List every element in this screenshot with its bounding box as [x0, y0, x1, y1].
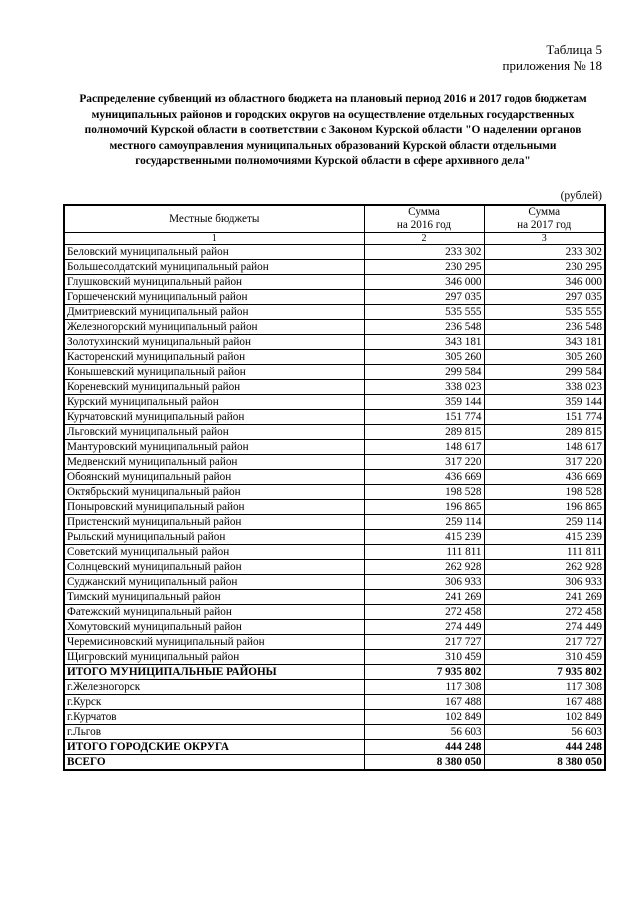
budget-name-cell: г.Железногорск [64, 680, 364, 695]
budget-name-cell: г.Курск [64, 695, 364, 710]
sum-2017-cell: 217 727 [484, 635, 605, 650]
sum-2016-cell: 535 555 [364, 305, 484, 320]
budget-name-cell: ИТОГО ГОРОДСКИЕ ОКРУГА [64, 740, 364, 755]
budget-name-cell: Беловский муниципальный район [64, 245, 364, 260]
table-row [64, 320, 605, 335]
sum-2016-cell: 306 933 [364, 575, 484, 590]
table-row [64, 620, 605, 635]
sum-2016-cell: 343 181 [364, 335, 484, 350]
sum-2017-cell: 272 458 [484, 605, 605, 620]
budget-name-cell: Тимский муниципальный район [64, 590, 364, 605]
sum-2016-cell: 167 488 [364, 695, 484, 710]
budget-name-cell: Конышевский муниципальный район [64, 365, 364, 380]
budget-table [63, 204, 606, 771]
sum-2016-cell: 272 458 [364, 605, 484, 620]
budget-name-cell: Золотухинский муниципальный район [64, 335, 364, 350]
table-total-row [64, 665, 605, 680]
budget-name-cell: Октябрьский муниципальный район [64, 485, 364, 500]
table-row [64, 245, 605, 260]
budget-name-cell: Дмитриевский муниципальный район [64, 305, 364, 320]
sum-2017-cell: 274 449 [484, 620, 605, 635]
budget-name-cell: Фатежский муниципальный район [64, 605, 364, 620]
sum-2017-cell: 102 849 [484, 710, 605, 725]
column-number-1: 1 [64, 233, 364, 245]
sum-2017-cell: 230 295 [484, 260, 605, 275]
sum-2016-cell: 241 269 [364, 590, 484, 605]
sum-2016-cell: 310 459 [364, 650, 484, 665]
header-sum-2016-line2: на 2016 год [396, 219, 452, 231]
sum-2016-cell: 196 865 [364, 500, 484, 515]
table-row [64, 380, 605, 395]
table-row [64, 605, 605, 620]
sum-2016-cell: 262 928 [364, 560, 484, 575]
sum-2017-cell: 233 302 [484, 245, 605, 260]
budget-name-cell: Поныровский муниципальный район [64, 500, 364, 515]
table-row [64, 365, 605, 380]
header-sum-2016 [364, 205, 484, 233]
table-row [64, 545, 605, 560]
sum-2016-cell: 148 617 [364, 440, 484, 455]
table-row [64, 455, 605, 470]
sum-2017-cell: 535 555 [484, 305, 605, 320]
budget-name-cell: Курский муниципальный район [64, 395, 364, 410]
sum-2017-cell: 198 528 [484, 485, 605, 500]
table-row [64, 500, 605, 515]
sum-2016-cell: 346 000 [364, 275, 484, 290]
table-number: Таблица 5 [546, 42, 602, 57]
sum-2016-cell: 151 774 [364, 410, 484, 425]
budget-name-cell: Льговский муниципальный район [64, 425, 364, 440]
budget-name-cell: Кореневский муниципальный район [64, 380, 364, 395]
table-row [64, 275, 605, 290]
sum-2016-cell: 317 220 [364, 455, 484, 470]
sum-2017-cell: 343 181 [484, 335, 605, 350]
budget-name-cell: Глушковский муниципальный район [64, 275, 364, 290]
sum-2017-cell: 167 488 [484, 695, 605, 710]
sum-2017-cell: 148 617 [484, 440, 605, 455]
sum-2017-cell: 56 603 [484, 725, 605, 740]
budget-name-cell: Медвенский муниципальный район [64, 455, 364, 470]
table-row [64, 530, 605, 545]
table-row [64, 290, 605, 305]
sum-2016-cell: 233 302 [364, 245, 484, 260]
table-row [64, 515, 605, 530]
document-title: Распределение субвенций из областного бюджета на плановый период 2016 и 2017 годов бюджетам муниципальных районов и городских округов на осуществление отдельных государственных полномочий Курской области в соответствии с Законом Курской области "О наделении органов местного самоуправления муниципальных образований Курской области отдельными государственными полномочиями Курской области в сфере архивного дела" [79, 93, 587, 168]
sum-2017-cell: 259 114 [484, 515, 605, 530]
sum-2016-cell: 274 449 [364, 620, 484, 635]
budget-name-cell: Курчатовский муниципальный район [64, 410, 364, 425]
sum-2016-cell: 7 935 802 [364, 665, 484, 680]
table-row [64, 575, 605, 590]
budget-name-cell: г.Льгов [64, 725, 364, 740]
sum-2017-cell: 241 269 [484, 590, 605, 605]
sum-2017-cell: 236 548 [484, 320, 605, 335]
table-row [64, 485, 605, 500]
sum-2016-cell: 359 144 [364, 395, 484, 410]
header-sum-2017 [484, 205, 605, 233]
sum-2017-cell: 306 933 [484, 575, 605, 590]
sum-2017-cell: 317 220 [484, 455, 605, 470]
sum-2017-cell: 111 811 [484, 545, 605, 560]
sum-2016-cell: 117 308 [364, 680, 484, 695]
header-sum-2017-line1: Сумма [528, 206, 561, 218]
sum-2017-cell: 117 308 [484, 680, 605, 695]
table-row [64, 425, 605, 440]
sum-2017-cell: 8 380 050 [484, 755, 605, 771]
table-row [64, 260, 605, 275]
sum-2017-cell: 7 935 802 [484, 665, 605, 680]
sum-2017-cell: 262 928 [484, 560, 605, 575]
budget-name-cell: Советский муниципальный район [64, 545, 364, 560]
table-row [64, 590, 605, 605]
sum-2017-cell: 289 815 [484, 425, 605, 440]
sum-2017-cell: 359 144 [484, 395, 605, 410]
table-row [64, 710, 605, 725]
table-row [64, 695, 605, 710]
sum-2016-cell: 56 603 [364, 725, 484, 740]
sum-2017-cell: 444 248 [484, 740, 605, 755]
table-row [64, 725, 605, 740]
table-row [64, 680, 605, 695]
units-label: (рублей) [560, 190, 602, 202]
sum-2016-cell: 230 295 [364, 260, 484, 275]
sum-2016-cell: 297 035 [364, 290, 484, 305]
sum-2016-cell: 259 114 [364, 515, 484, 530]
budget-name-cell: Солнцевский муниципальный район [64, 560, 364, 575]
table-row [64, 470, 605, 485]
sum-2016-cell: 436 669 [364, 470, 484, 485]
sum-2016-cell: 338 023 [364, 380, 484, 395]
budget-name-cell: ИТОГО МУНИЦИПАЛЬНЫЕ РАЙОНЫ [64, 665, 364, 680]
budget-name-cell: Обоянский муниципальный район [64, 470, 364, 485]
budget-name-cell: Мантуровский муниципальный район [64, 440, 364, 455]
sum-2017-cell: 297 035 [484, 290, 605, 305]
table-row [64, 395, 605, 410]
sum-2016-cell: 299 584 [364, 365, 484, 380]
table-row [64, 350, 605, 365]
budget-name-cell: Касторенский муниципальный район [64, 350, 364, 365]
header-local-budgets: Местные бюджеты [64, 205, 364, 233]
header-sum-2017-line2: на 2017 год [517, 219, 572, 231]
budget-name-cell: Черемисиновский муниципальный район [64, 635, 364, 650]
table-row [64, 560, 605, 575]
table-total-row [64, 740, 605, 755]
sum-2016-cell: 305 260 [364, 350, 484, 365]
sum-2017-cell: 346 000 [484, 275, 605, 290]
budget-name-cell: Большесолдатский муниципальный район [64, 260, 364, 275]
sum-2016-cell: 217 727 [364, 635, 484, 650]
table-row [64, 305, 605, 320]
budget-name-cell: Пристенский муниципальный район [64, 515, 364, 530]
budget-name-cell: ВСЕГО [64, 755, 364, 771]
sum-2016-cell: 102 849 [364, 710, 484, 725]
sum-2017-cell: 436 669 [484, 470, 605, 485]
budget-table-body [64, 245, 605, 771]
sum-2017-cell: 299 584 [484, 365, 605, 380]
sum-2016-cell: 8 380 050 [364, 755, 484, 771]
sum-2016-cell: 236 548 [364, 320, 484, 335]
budget-name-cell: г.Курчатов [64, 710, 364, 725]
budget-name-cell: Хомутовский муниципальный район [64, 620, 364, 635]
sum-2016-cell: 198 528 [364, 485, 484, 500]
sum-2016-cell: 111 811 [364, 545, 484, 560]
budget-name-cell: Суджанский муниципальный район [64, 575, 364, 590]
sum-2017-cell: 305 260 [484, 350, 605, 365]
sum-2016-cell: 415 239 [364, 530, 484, 545]
table-row [64, 650, 605, 665]
table-reference [503, 42, 602, 74]
table-total-row [64, 755, 605, 771]
sum-2016-cell: 289 815 [364, 425, 484, 440]
table-row [64, 440, 605, 455]
sum-2016-cell: 444 248 [364, 740, 484, 755]
sum-2017-cell: 338 023 [484, 380, 605, 395]
sum-2017-cell: 310 459 [484, 650, 605, 665]
budget-name-cell: Щигровский муниципальный район [64, 650, 364, 665]
sum-2017-cell: 415 239 [484, 530, 605, 545]
header-sum-2016-line1: Сумма [408, 206, 440, 218]
sum-2017-cell: 196 865 [484, 500, 605, 515]
table-row [64, 635, 605, 650]
table-row [64, 410, 605, 425]
budget-name-cell: Железногорский муниципальный район [64, 320, 364, 335]
budget-name-cell: Горшеченский муниципальный район [64, 290, 364, 305]
column-number-2: 2 [364, 233, 484, 245]
budget-name-cell: Рыльский муниципальный район [64, 530, 364, 545]
column-number-3: 3 [484, 233, 605, 245]
appendix-number: приложения № 18 [502, 58, 602, 73]
sum-2017-cell: 151 774 [484, 410, 605, 425]
table-row [64, 335, 605, 350]
